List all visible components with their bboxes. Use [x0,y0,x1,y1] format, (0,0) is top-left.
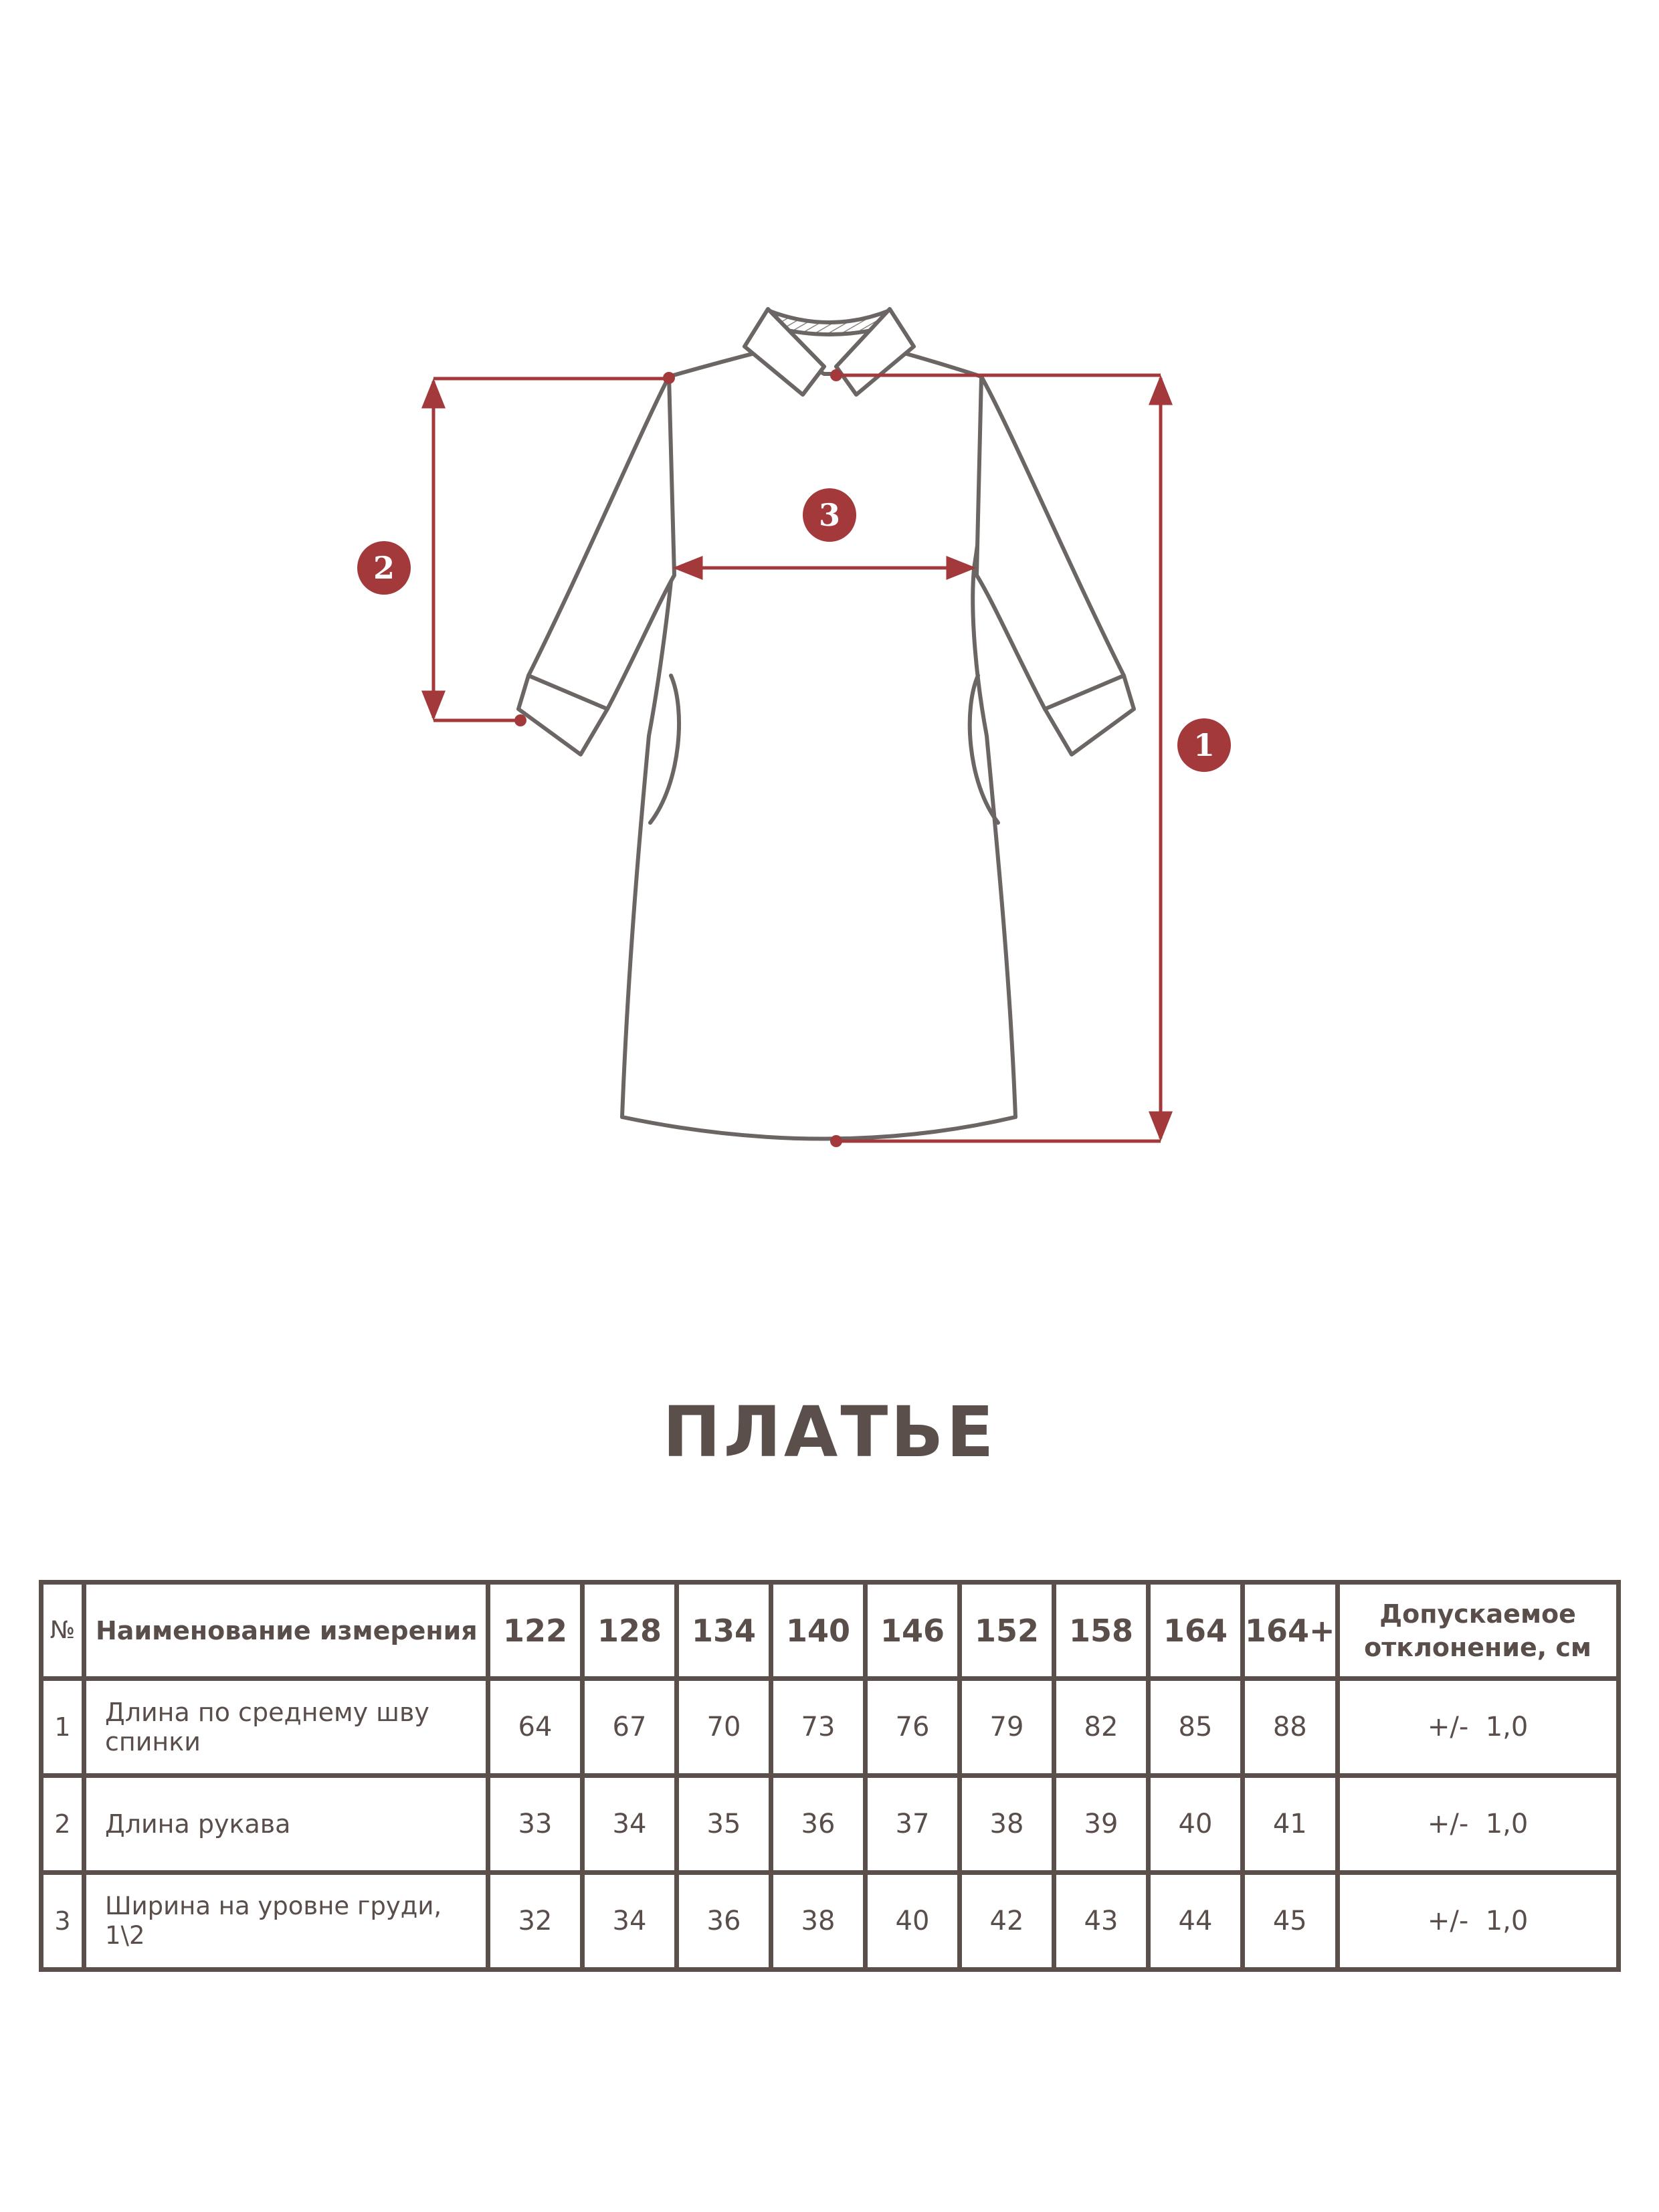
row-number: 3 [41,1873,84,1970]
table-row [41,1679,1619,1776]
row-value: 38 [960,1776,1054,1873]
row-value: 42 [960,1873,1054,1970]
row-value: 37 [866,1776,960,1873]
header-size: 140 [771,1583,866,1679]
row-value: 32 [488,1873,583,1970]
header-size: 134 [677,1583,771,1679]
table-row [41,1873,1619,1970]
size-chart-table [39,1580,1621,1972]
marker-label-3: 3 [818,497,841,533]
row-measurement-name: Длина рукава [84,1776,488,1873]
row-value: 82 [1054,1679,1149,1776]
measure-point-neck [830,369,842,381]
row-name-line2: спинки [105,1727,201,1756]
row-measurement-name: Ширина на уровне груди, 1\2 [84,1873,488,1970]
dress-outline [518,309,1134,1139]
page-title: ПЛАТЬЕ [662,1391,997,1473]
row-value: 38 [771,1873,866,1970]
header-tolerance-line2: отклонение, см [1364,1632,1591,1662]
row-value: 40 [1149,1776,1243,1873]
header-size: 128 [583,1583,677,1679]
row-value: 73 [771,1679,866,1776]
row-value: 34 [583,1873,677,1970]
marker-badge-3 [803,488,856,542]
marker-badge-1 [1177,718,1231,772]
row-value: 41 [1243,1776,1338,1873]
left-sleeve [518,377,674,755]
header-size: 158 [1054,1583,1149,1679]
measure-point-cuff [514,714,526,726]
row-value: 33 [488,1776,583,1873]
table-row [41,1776,1619,1873]
row-value: 36 [677,1873,771,1970]
row-tolerance: +/- 1,0 [1337,1776,1618,1873]
row-value: 43 [1054,1873,1149,1970]
header-tolerance [1337,1583,1618,1679]
row-value: 39 [1054,1776,1149,1873]
right-sleeve [977,377,1134,755]
marker-badge-2 [357,541,411,595]
row-tolerance: +/- 1,0 [1337,1873,1618,1970]
row-value: 85 [1149,1679,1243,1776]
header-size: 146 [866,1583,960,1679]
row-value: 79 [960,1679,1054,1776]
row-value: 70 [677,1679,771,1776]
row-value: 44 [1149,1873,1243,1970]
header-number: № [41,1583,84,1679]
header-size: 164+ [1243,1583,1338,1679]
row-value: 88 [1243,1679,1338,1776]
row-number: 1 [41,1679,84,1776]
row-value: 45 [1243,1873,1338,1970]
row-name-line1: Длина по среднему шву [105,1698,429,1727]
marker-label-2: 2 [373,550,395,586]
row-tolerance: +/- 1,0 [1337,1679,1618,1776]
dress-body [622,348,1015,1139]
row-value: 34 [583,1776,677,1873]
row-value: 76 [866,1679,960,1776]
table-header-row [41,1583,1619,1679]
header-size: 122 [488,1583,583,1679]
row-measurement-name [84,1679,488,1776]
measure-point-hem [830,1135,842,1147]
measure-point-shoulder [663,372,675,384]
header-measurement-name: Наименование измерения [84,1583,488,1679]
header-size: 152 [960,1583,1054,1679]
header-tolerance-line1: Допускаемое [1379,1599,1576,1629]
row-value: 64 [488,1679,583,1776]
row-value: 36 [771,1776,866,1873]
header-size: 164 [1149,1583,1243,1679]
row-value: 40 [866,1873,960,1970]
row-value: 67 [583,1679,677,1776]
row-number: 2 [41,1776,84,1873]
marker-label-1: 1 [1193,727,1215,763]
row-value: 35 [677,1776,771,1873]
